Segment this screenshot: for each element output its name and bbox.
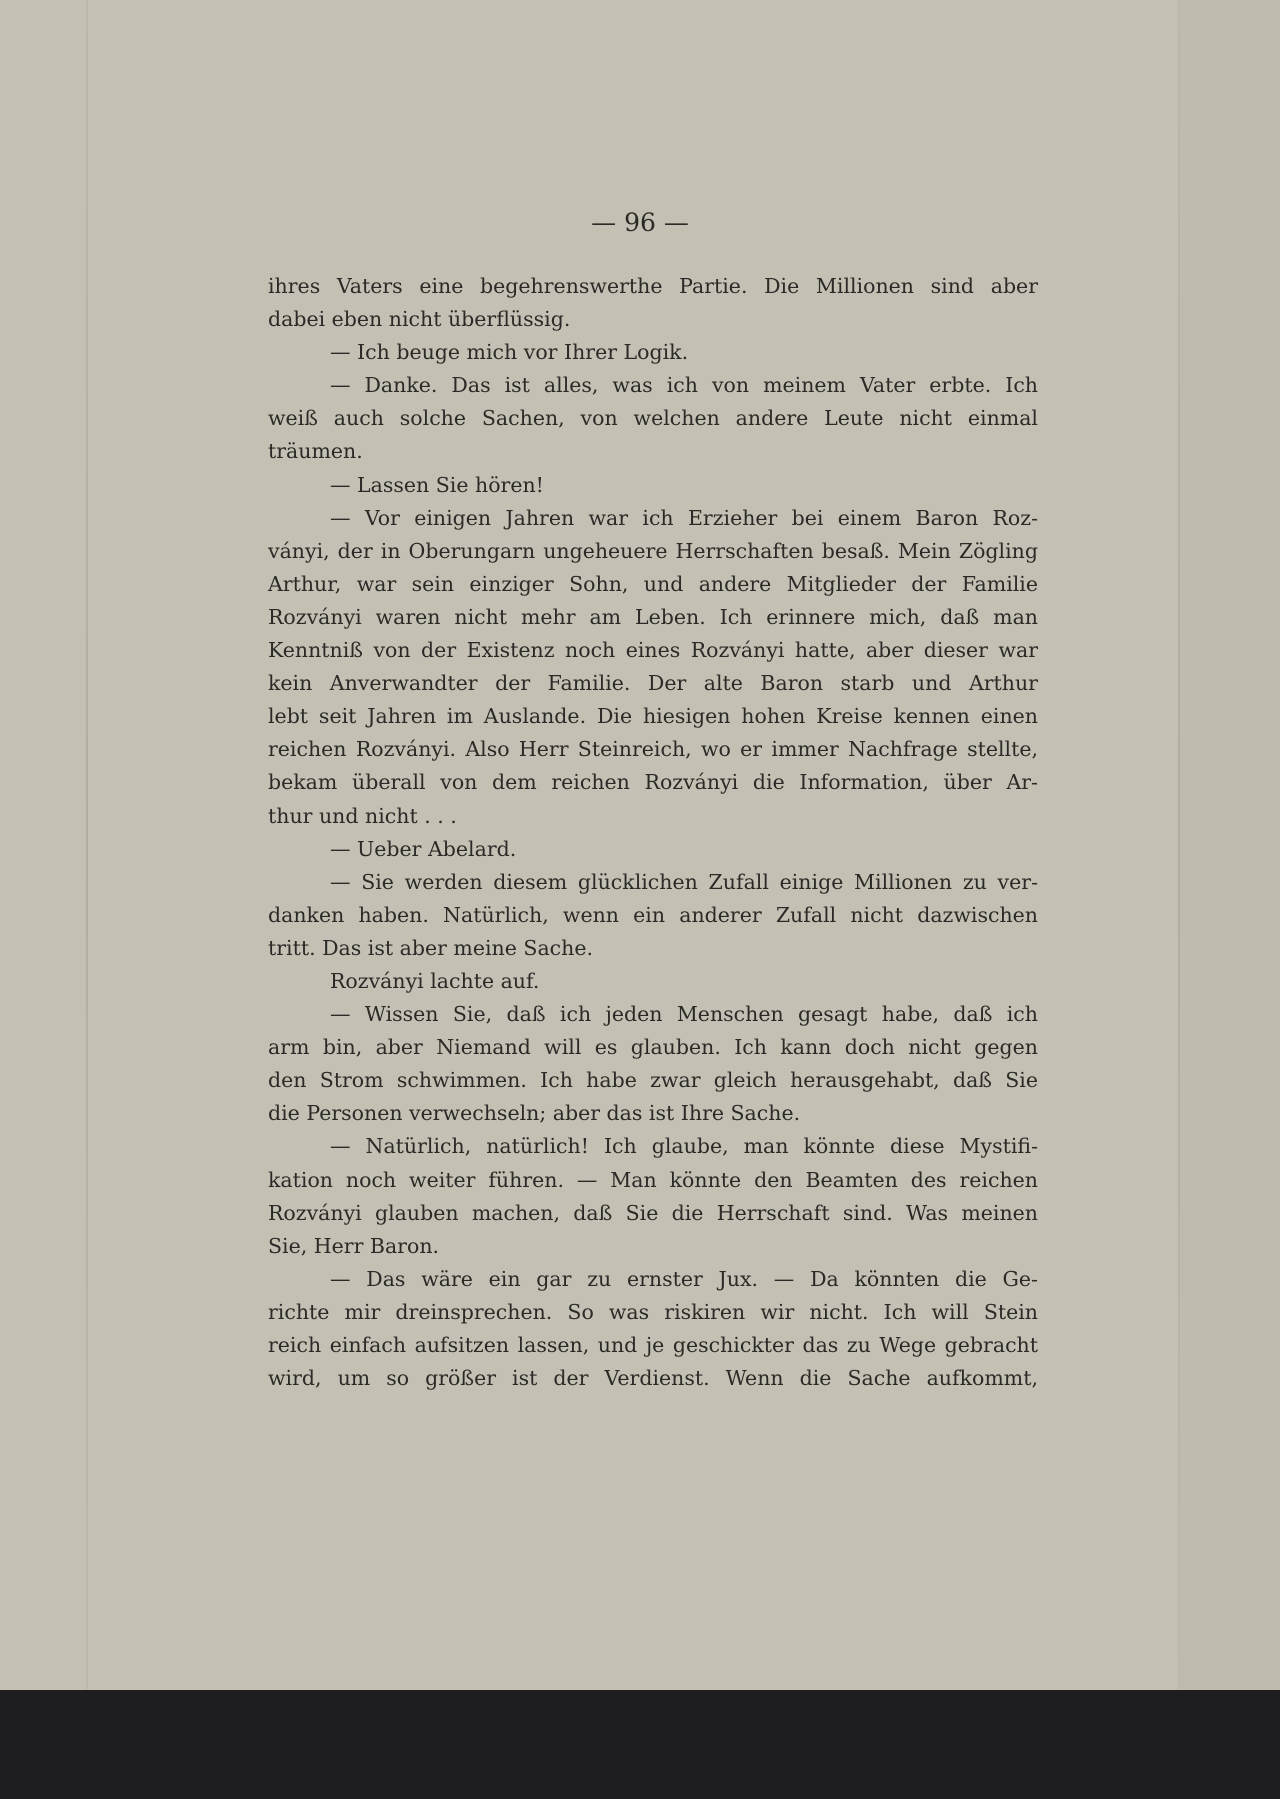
text-line: kein Anverwandter der Familie. Der alte Baron starb und Arthur [268,671,1038,696]
text-line: träumen. [268,439,363,464]
text-line: — Lassen Sie hören! [330,472,544,497]
text-line: richte mir dreinsprechen. So was riskiren wir nicht. Ich will Stein [268,1299,1038,1324]
text-line: — Danke. Das ist alles, was ich von meinem Vater erbte. Ich [330,373,1038,398]
text-line: den Strom schwimmen. Ich habe zwar gleich herausgehabt, daß Sie [268,1068,1038,1093]
text-line: — Ueber Abelard. [330,836,517,861]
text-line: danken haben. Natürlich, wenn ein anderer Zufall nicht dazwischen [268,902,1038,927]
text-line: tritt. Das ist aber meine Sache. [268,935,593,960]
text-line: thur und nicht . . . [268,803,457,828]
scanner-background [0,1690,1280,1799]
text-line: Rozványi lachte auf. [330,968,540,993]
text-line: — Wissen Sie, daß ich jeden Menschen gesagt habe, daß ich [330,1002,1038,1027]
text-line: Arthur, war sein einziger Sohn, und andere Mitglieder der Familie [268,571,1038,596]
text-line: bekam überall von dem reichen Rozványi die Information, über Ar- [268,770,1038,795]
page-number: — 96 — [591,208,689,237]
page-fold-left [86,0,88,1690]
text-line: Kenntniß von der Existenz noch eines Rozványi hatte, aber dieser war [268,638,1038,663]
text-line: — Das wäre ein gar zu ernster Jux. — Da könnten die Ge- [330,1266,1038,1291]
text-line: dabei eben nicht überflüssig. [268,307,571,332]
text-line: ványi, der in Oberungarn ungeheuere Herrschaften besaß. Mein Zögling [268,538,1038,563]
text-line: kation noch weiter führen. — Man könnte den Beamten des reichen [268,1167,1038,1192]
text-line: — Ich beuge mich vor Ihrer Logik. [330,340,689,365]
text-line: Sie, Herr Baron. [268,1233,440,1258]
text-line: weiß auch solche Sachen, von welchen andere Leute nicht einmal [268,406,1038,431]
text-line: wird, um so größer ist der Verdienst. Wenn die Sache aufkommt, [268,1366,1038,1391]
text-line: Rozványi waren nicht mehr am Leben. Ich erinnere mich, daß man [268,604,1038,629]
text-line: ihres Vaters eine begehrenswerthe Partie. Die Millionen sind aber [268,274,1038,298]
text-line: — Vor einigen Jahren war ich Erzieher bei einem Baron Roz- [330,505,1038,530]
text-line: — Sie werden diesem glücklichen Zufall einige Millionen zu ver- [330,869,1038,894]
text-line: lebt seit Jahren im Auslande. Die hiesigen hohen Kreise kennen einen [268,704,1038,729]
text-line: arm bin, aber Niemand will es glauben. Ich kann doch nicht gegen [268,1035,1038,1060]
text-line: Rozványi glauben machen, daß Sie die Herrschaft sind. Was meinen [268,1200,1038,1225]
text-line: die Personen verwechseln; aber das ist Ihre Sache. [268,1101,801,1126]
text-line: — Natürlich, natürlich! Ich glaube, man könnte diese Mystifi- [330,1134,1038,1159]
adjacent-page-edge [1180,0,1280,1690]
text-line: reich einfach aufsitzen lassen, und je geschickter das zu Wege gebracht [268,1333,1038,1357]
text-line: reichen Rozványi. Also Herr Steinreich, wo er immer Nachfrage stellte, [268,737,1038,762]
body-text [268,270,1038,1395]
